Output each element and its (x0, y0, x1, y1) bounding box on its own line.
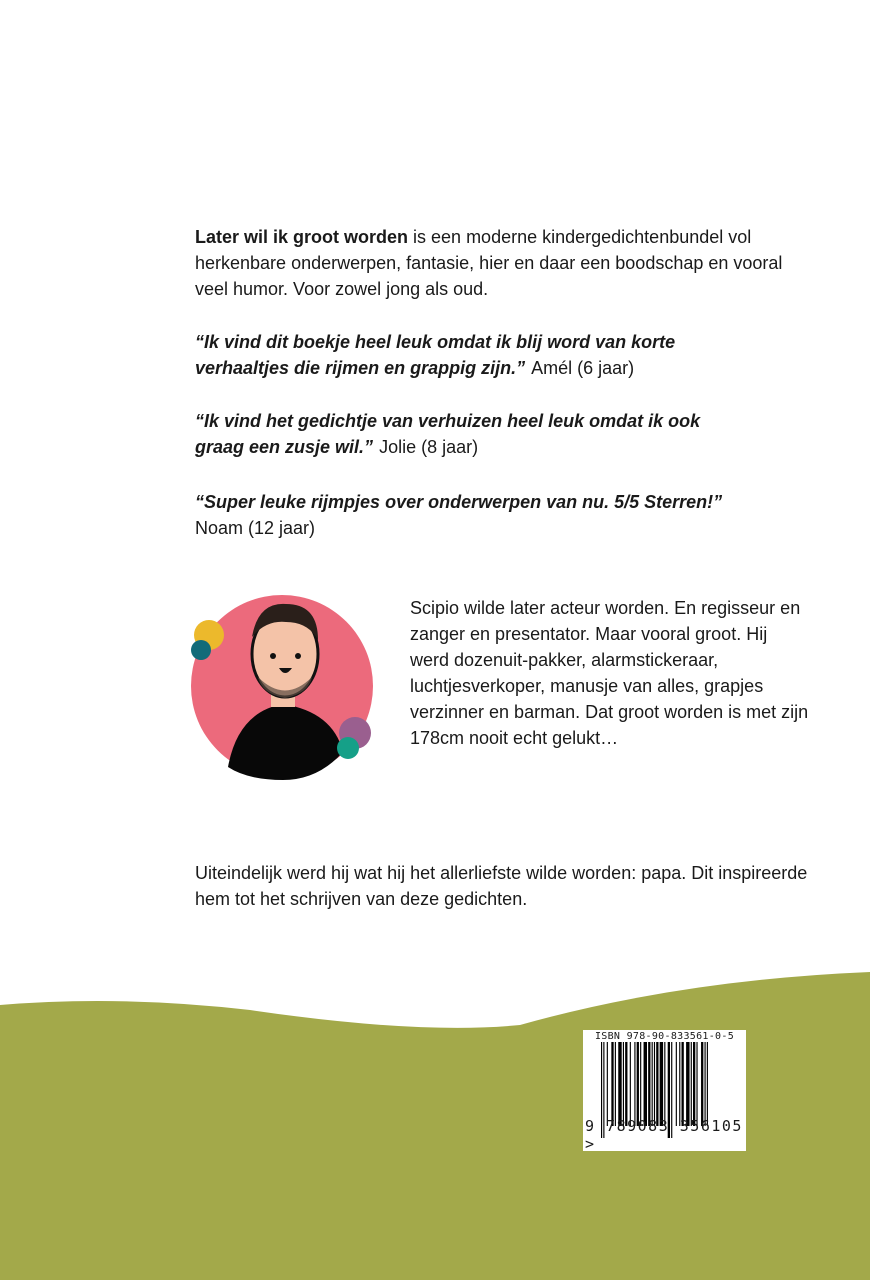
barcode-bar (660, 1042, 663, 1126)
quote-text: “Super leuke rijmpjes over onderwerpen van nu. 5/5 Sterren!” (195, 492, 723, 512)
barcode-bar (634, 1042, 635, 1126)
barcode-bar (701, 1042, 703, 1126)
quote-text: “Ik vind het gedichtje van verhuizen heel leuk omdat ik ook graag een zusje wil.” (195, 411, 701, 457)
author-bio: Scipio wilde later acteur worden. En regisseur en zanger en presentator. Maar vooral groot. Hij werd dozenuit-pakker, alarmstickeraar, luchtjesverkoper, manusje van alles, grapjes verzinner en barman. Dat groot worden is met zijn 178cm nooit echt gelukt… (410, 598, 809, 748)
barcode-bar (625, 1042, 627, 1126)
barcode-bar (654, 1042, 655, 1126)
barcode-bar (696, 1042, 697, 1126)
barcode-bar (623, 1042, 624, 1126)
quote-1 (195, 329, 725, 381)
barcode-bar (637, 1042, 639, 1126)
quote-text: “Ik vind dit boekje heel leuk omdat ik blij word van korte verhaaltjes die rijmen en grappig zijn.” (195, 332, 676, 378)
closing-paragraph: Uiteindelijk werd hij wat hij het allerliefste wilde worden: papa. Dit inspireerde hem tot het schrijven van deze gedichten. (195, 863, 808, 909)
barcode-bar (618, 1042, 621, 1126)
barcode-bar (644, 1042, 647, 1126)
barcode-bar (652, 1042, 653, 1126)
isbn-digits: 9 789083 356105 > (585, 1117, 743, 1153)
barcode-bar (607, 1042, 608, 1126)
quote-2 (195, 408, 735, 460)
barcode-bar (676, 1042, 677, 1126)
quote-3 (195, 489, 755, 541)
barcode-bar (664, 1042, 665, 1126)
barcode-bar (693, 1042, 695, 1126)
barcode-bar (707, 1042, 708, 1126)
barcode-bar (611, 1042, 613, 1126)
author-illustration (188, 592, 383, 782)
barcode-bar (648, 1042, 650, 1126)
intro-paragraph (195, 224, 795, 302)
quote-author: Noam (12 jaar) (195, 518, 316, 538)
barcode-bar (679, 1042, 680, 1126)
barcode-bar (682, 1042, 684, 1126)
barcode-bar (630, 1042, 631, 1126)
barcode-bar (615, 1042, 616, 1126)
book-title: Later wil ik groot worden (195, 227, 409, 247)
barcode-bar (705, 1042, 706, 1126)
barcode-bar (691, 1042, 692, 1126)
isbn-label: ISBN 978-90-833561-0-5 (594, 1031, 735, 1042)
barcode-bar (656, 1042, 658, 1126)
barcode-bar (640, 1042, 641, 1126)
quote-author: Jolie (8 jaar) (379, 437, 479, 457)
barcode-bar (686, 1042, 689, 1126)
isbn-barcode (583, 1030, 746, 1151)
intro-text: is een moderne kindergedichtenbundel vol herkenbare onderwerpen, fantasie, hier en daar een boodschap en vooral veel humor. Voor zowel jong als oud. (195, 227, 783, 299)
quote-author: Amél (6 jaar) (531, 358, 635, 378)
